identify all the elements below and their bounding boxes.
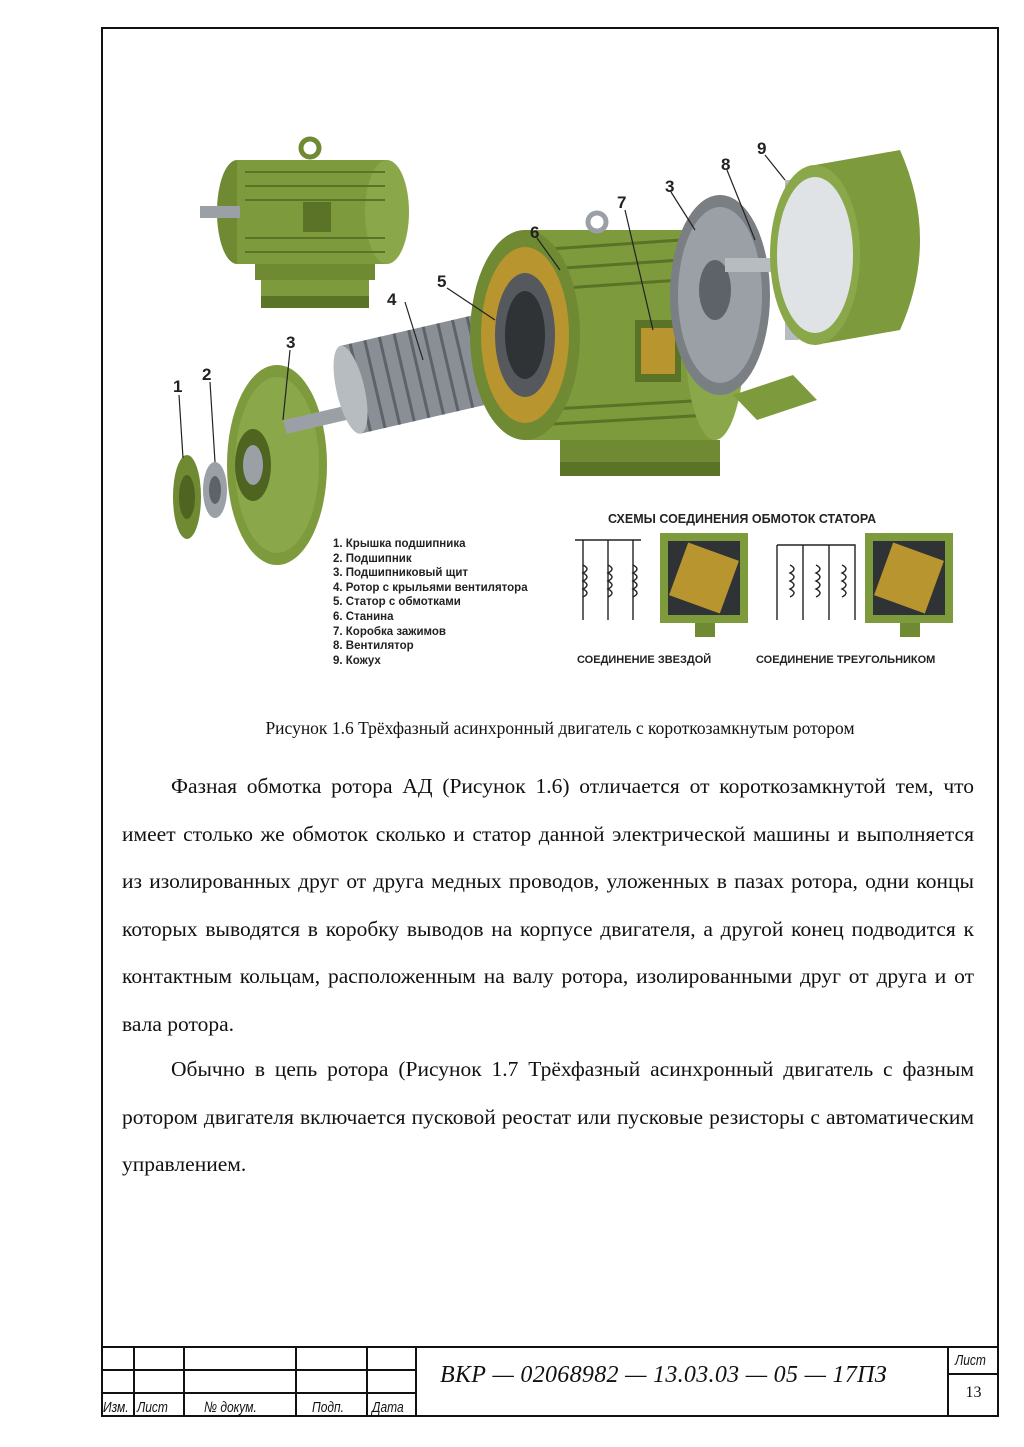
bearing-cap	[173, 455, 201, 539]
part-number-6: 6	[530, 223, 540, 242]
bearing	[203, 462, 227, 518]
bearing-shield	[227, 365, 327, 565]
document-code: ВКР — 02068982 — 13.03.03 — 05 — 17ПЗ	[440, 1362, 887, 1388]
legend-item: 4. Ротор с крыльями вентилятора	[333, 581, 528, 594]
part-number-7: 7	[617, 193, 627, 212]
legend-item: 9. Кожух	[333, 654, 381, 667]
legend-item: 5. Статор с обмотками	[333, 596, 461, 609]
part-number-2: 2	[202, 365, 212, 384]
star-connection-caption: СОЕДИНЕНИЕ ЗВЕЗДОЙ	[577, 654, 712, 666]
legend-item: 3. Подшипниковый щит	[333, 567, 469, 580]
rear-bearing-shield	[670, 195, 770, 395]
terminal-box-lid	[733, 375, 817, 420]
part-number-5: 5	[437, 272, 447, 291]
col-izm-label: Изм.	[103, 1399, 129, 1416]
col-doc-label: № докум.	[204, 1399, 257, 1416]
star-coil-diagram	[575, 540, 641, 620]
legend-item: 6. Станина	[333, 610, 394, 623]
legend-item: 7. Коробка зажимов	[333, 625, 446, 638]
motor-illustration	[165, 120, 955, 680]
part-number-3b: 3	[665, 177, 675, 196]
legend-item: 1. Крышка подшипника	[333, 538, 466, 550]
sheet-label: Лист	[955, 1352, 986, 1369]
assembled-motor	[200, 139, 409, 308]
parts-legend	[333, 537, 528, 668]
delta-terminal-box	[865, 533, 953, 637]
part-number-1: 1	[173, 377, 183, 396]
figure-caption: Рисунок 1.6 Трёхфазный асинхронный двигатель с короткозамкнутым ротором	[265, 718, 855, 738]
col-sign-label: Подп.	[312, 1399, 344, 1416]
delta-coil-diagram	[777, 545, 855, 620]
col-list-label: Лист	[137, 1399, 168, 1416]
part-number-8: 8	[721, 155, 731, 174]
fan-cover	[770, 150, 920, 345]
legend-item: 8. Вентилятор	[333, 640, 414, 653]
sheet-number: 13	[965, 1384, 982, 1401]
col-date-label: Дата	[372, 1399, 404, 1416]
schemes-title: СХЕМЫ СОЕДИНЕНИЯ ОБМОТОК СТАТОРА	[608, 512, 877, 526]
delta-connection-caption: СОЕДИНЕНИЕ ТРЕУГОЛЬНИКОМ	[756, 654, 936, 666]
part-number-4: 4	[387, 290, 397, 309]
paragraph-1: Фазная обмотка ротора АД (Рисунок 1.6) отличается от короткозамкнутой тем, что имеет столько же обмоток сколько и статор данной электрической машины и выполняется из изолированных друг от друга медных проводов, уложенных в пазах ротора, одни концы которых выводятся в коробку выводов на корпусе двигателя, а другой конец подводится к контактным кольцам, расположенным на валу ротора, изолированными друг от друга и от вала ротора.	[122, 774, 974, 1036]
star-terminal-box	[660, 533, 748, 637]
part-number-9: 9	[757, 139, 767, 158]
legend-item: 2. Подшипник	[333, 552, 412, 565]
part-number-3: 3	[286, 333, 296, 352]
paragraph-2: Обычно в цепь ротора (Рисунок 1.7 Трёхфазный асинхронный двигатель с фазным ротором двигателя включается пусковой реостат или пусковые резисторы с автоматическим управлением.	[122, 1057, 974, 1176]
